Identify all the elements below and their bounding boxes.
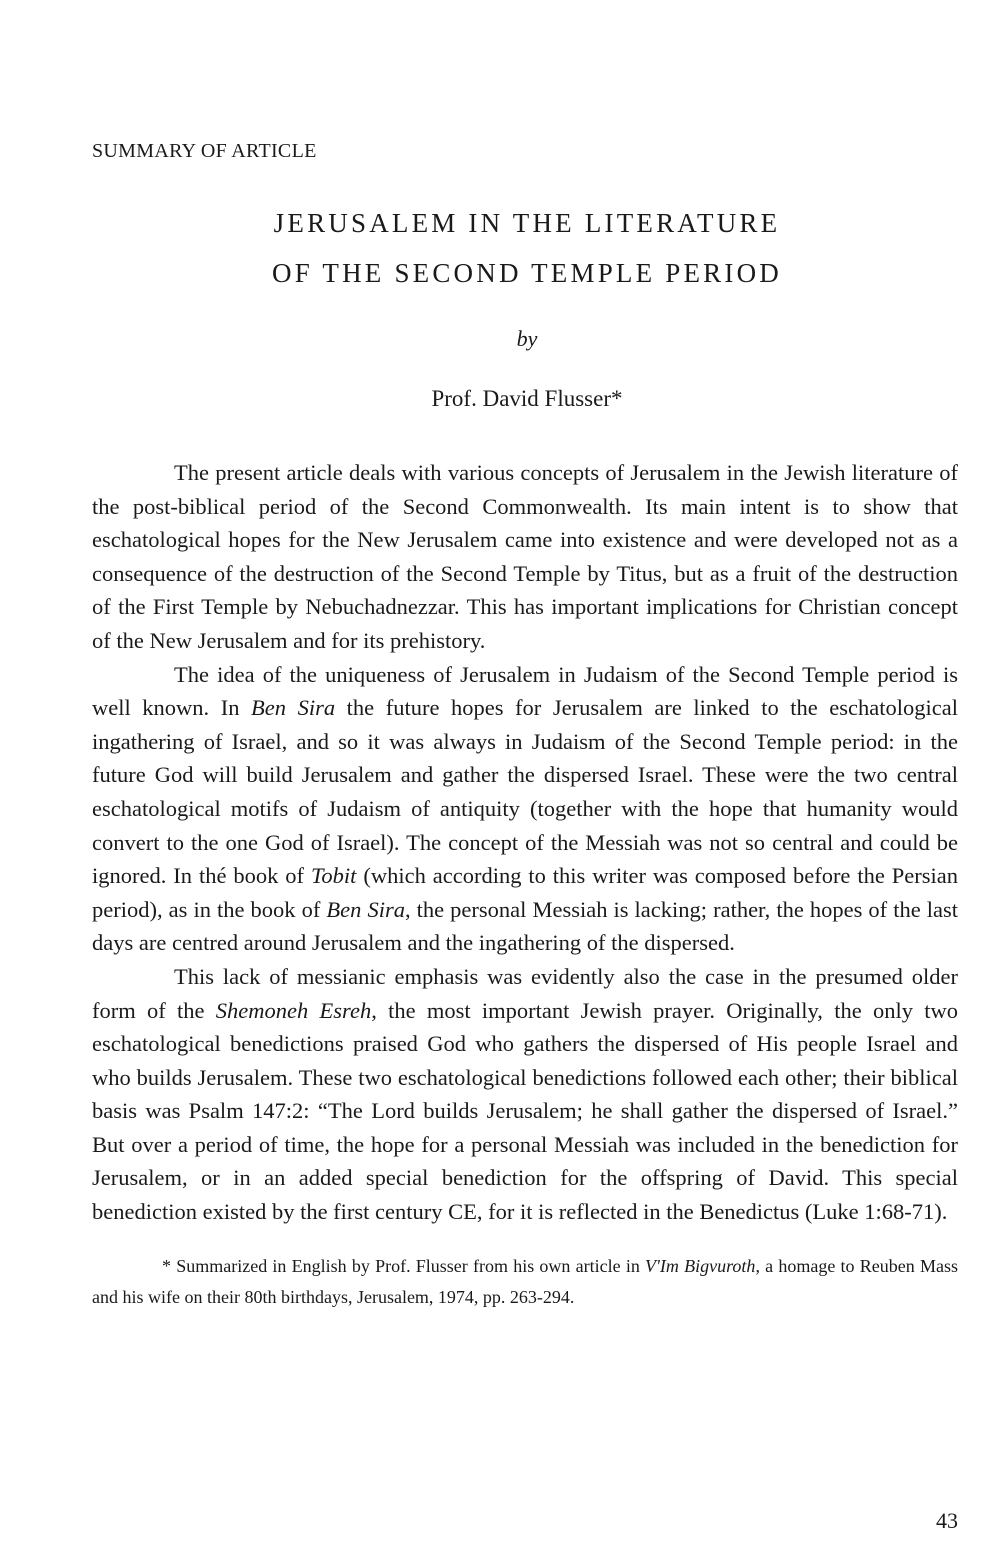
paragraph-2-text: the future hopes for Jerusalem are linked to the eschatological ingathering of Israel, and so it was always in Judaism of the Second Temple period: in the future God will build Jerusalem and gather the dispersed Israel. These were the two central eschatological motifs of Judaism of antiquity (together with the hope that humanity would convert to the one God of Israel). The concept of the Messiah was not so central and could be ignored. In thé book of: [92, 695, 959, 889]
work-title-ben-sira: Ben Sira: [251, 695, 336, 721]
article-body: [92, 456, 958, 1229]
article-title-line-2: OF THE SECOND TEMPLE PERIOD: [272, 258, 782, 288]
paragraph-2-text: , the personal Messiah is lacking; rather, the hopes of the last days are centred around Jerusalem and the ingathering of the dispersed.: [92, 896, 958, 956]
paragraph-2: [92, 658, 958, 960]
paragraph-3: [92, 960, 958, 1229]
article-title-line-1: JERUSALEM IN THE LITERATURE: [273, 208, 781, 238]
work-title-vim-bigvuroth: V'Im Bigvuroth: [645, 1256, 756, 1276]
work-title-ben-sira: Ben Sira: [326, 896, 405, 922]
paragraph-2-text: The idea of the uniqueness of Jerusalem in Judaism of the Second Temple period is well known. In: [92, 661, 958, 721]
paragraph-2-text: (which according to this writer was composed before the Persian period), as in the book of: [92, 863, 958, 922]
footnote: [92, 1251, 958, 1313]
footnote-text: [92, 1251, 958, 1313]
footnote-text-part: * Summarized in English by Prof. Flusser from his own article in: [162, 1256, 646, 1276]
page-number: 43: [936, 1508, 958, 1533]
author-name: Prof. David Flusser*: [431, 386, 623, 411]
section-label: SUMMARY OF ARTICLE: [92, 140, 317, 162]
byline: by: [516, 326, 538, 351]
paragraph-3-text: This lack of messianic emphasis was evidently also the case in the presumed older form of the: [92, 963, 958, 1023]
work-title-tobit: Tobit: [310, 863, 357, 889]
paragraph-3-text: , the most important Jewish prayer. Originally, the only two eschatological benedictions praised God who gathers the dispersed of His people Israel and who builds Jerusalem. These two eschatological benedictions followed each other; their biblical basis was Psalm 147:2: “The Lord builds Jerusalem; he shall gather the dispersed of Israel.” But over a period of time, the hope for a personal Messiah was included in the benediction for Jerusalem, or in an added special benediction for the offspring of David. This special benediction existed by the first century CE, for it is reflected in the Benedictus (Luke 1:68-71).: [92, 997, 958, 1225]
paragraph-1: The present article deals with various concepts of Jerusalem in the Jewish literature of the post-biblical period of the Second Commonwealth. Its main intent is to show that eschatological hopes for the New Jerusalem came into existence and were developed not as a consequence of the destruction of the Second Temple by Titus, but as a fruit of the destruction of the First Temple by Nebuchadnezzar. This has important implications for Christian concept of the New Jerusalem and for its prehistory.: [92, 460, 958, 653]
footnote-text-part: , a homage to Reuben Mass and his wife on their 80th birthdays, Jerusalem, 1974, pp. 263-294.: [92, 1256, 958, 1307]
work-title-shemoneh-esreh: Shemoneh Esreh: [215, 997, 372, 1023]
